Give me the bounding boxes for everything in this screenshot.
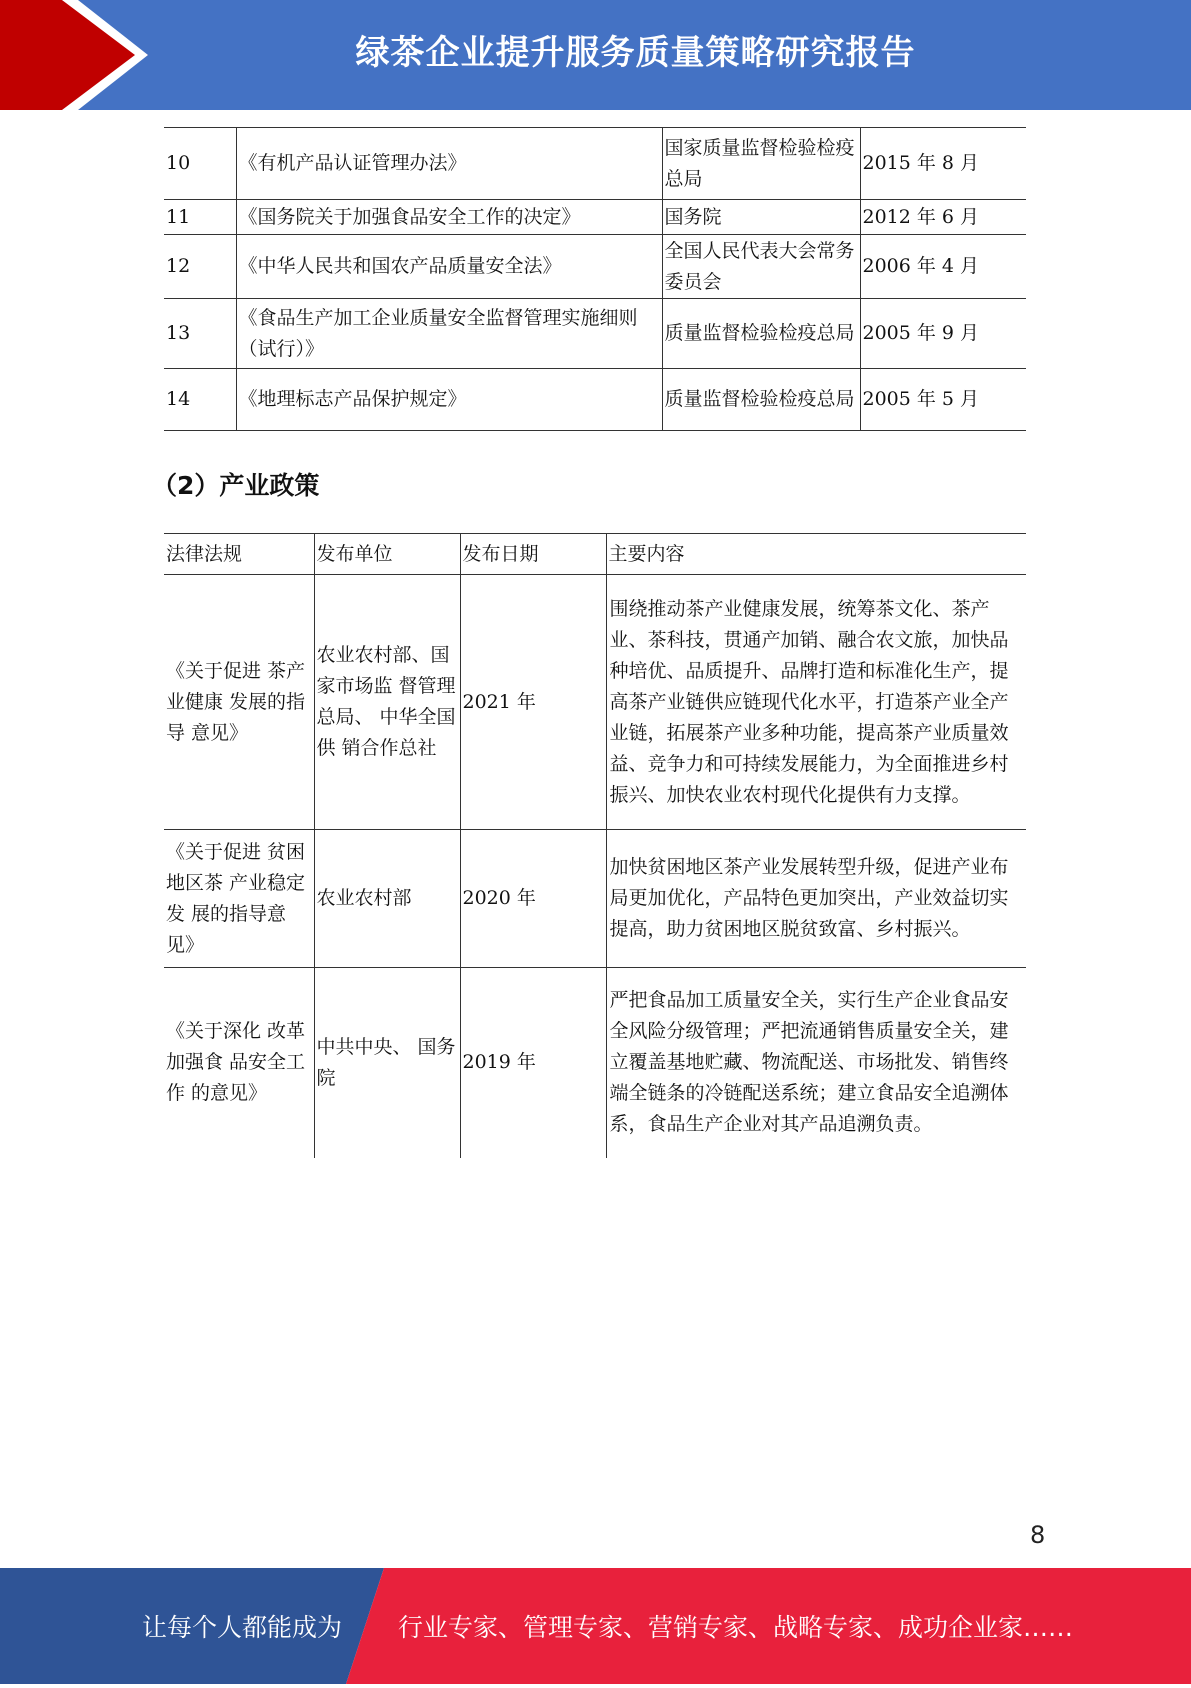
page-number: 8: [1030, 1521, 1046, 1549]
regulation-name: 《地理标志产品保护规定》: [236, 369, 662, 431]
table-row: [164, 369, 1026, 431]
table-header-row: [164, 534, 1026, 575]
section-heading: （2）产业政策: [152, 471, 320, 500]
regulations-table: [164, 127, 1026, 431]
regulation-date: 2006 年 4 月: [860, 235, 1026, 299]
regulation-name: 《中华人民共和国农产品质量安全法》: [236, 235, 662, 299]
column-header-date: 发布日期: [460, 534, 606, 575]
page-header: [0, 0, 1191, 110]
table-row: [164, 299, 1026, 369]
regulation-name: 《国务院关于加强食品安全工作的决定》: [236, 200, 662, 235]
policy-date: 2021 年: [460, 575, 606, 830]
table-row: [164, 830, 1026, 968]
regulation-name: 《有机产品认证管理办法》: [236, 128, 662, 200]
policy-name: 《关于促进 茶产业健康 发展的指导 意见》: [164, 575, 314, 830]
row-number: 10: [164, 128, 236, 200]
table-row: [164, 235, 1026, 299]
report-title: 绿茶企业提升服务质量策略研究报告: [355, 33, 916, 73]
policy-issuer: 中共中央、 国务院: [314, 968, 460, 1158]
row-number: 14: [164, 369, 236, 431]
regulation-issuer: 国家质量监督检验检疫总局: [662, 128, 860, 200]
table-row: [164, 575, 1026, 830]
policy-name: 《关于深化 改革加强食 品安全工作 的意见》: [166, 1020, 306, 1105]
regulation-issuer: 全国人民代表大会常务委员会: [662, 235, 860, 299]
policy-issuer: 农业农村部、国家市场监 督管理总局、 中华全国供 销合作总社: [314, 575, 460, 830]
regulation-date: 2005 年 9 月: [860, 299, 1026, 369]
column-header-content: 主要内容: [606, 534, 1026, 575]
regulation-issuer: 质量监督检验检疫总局: [662, 299, 860, 369]
policy-date: 2019 年: [460, 968, 606, 1158]
policy-content: 围绕推动茶产业健康发展，统筹茶文化、茶产业、茶科技，贯通产加销、融合农文旅，加快品种培优、品质提升、品牌打造和标准化生产，提高茶产业链供应链现代化水平，打造茶产业全产业链，拓展茶产业多种功能，提高茶产业质量效益、竞争力和可持续发展能力，为全面推进乡村振兴、加快农业农村现代化提供有力支撑。: [606, 575, 1026, 830]
regulation-date: 2005 年 5 月: [860, 369, 1026, 431]
policy-name: 《关于促进 贫困地区茶 产业稳定发 展的指导意 见》: [164, 830, 314, 968]
table-row: [164, 968, 1026, 1158]
footer-slogan-right: 行业专家、管理专家、营销专家、战略专家、成功企业家……: [398, 1613, 1074, 1642]
regulation-issuer: 国务院: [662, 200, 860, 235]
policy-issuer: 农业农村部: [314, 830, 460, 968]
regulation-name: 《食品生产加工企业质量安全监督管理实施细则（试行）》: [236, 299, 662, 369]
regulation-issuer: 质量监督检验检疫总局: [662, 369, 860, 431]
regulation-date: 2012 年 6 月: [860, 200, 1026, 235]
regulation-date: 2015 年 8 月: [860, 128, 1026, 200]
page-footer: [0, 1568, 1191, 1684]
column-header-law: 法律法规: [164, 534, 314, 575]
row-number: 12: [164, 235, 236, 299]
table-row: [164, 200, 1026, 235]
row-number: 11: [164, 200, 236, 235]
table-row: [164, 128, 1026, 200]
row-number: 13: [164, 299, 236, 369]
industry-policy-table: [164, 533, 1026, 1158]
policy-content: 加快贫困地区茶产业发展转型升级，促进产业布局更加优化，产品特色更加突出，产业效益切实提高，助力贫困地区脱贫致富、乡村振兴。: [606, 830, 1026, 968]
policy-date: 2020 年: [460, 830, 606, 968]
footer-slogan-left: 让每个人都能成为: [142, 1613, 343, 1642]
column-header-issuer: 发布单位: [314, 534, 460, 575]
policy-content: 严把食品加工质量安全关，实行生产企业食品安全风险分级管理；严把流通销售质量安全关，建立覆盖基地贮藏、物流配送、市场批发、销售终端全链条的冷链配送系统；建立食品安全追溯体系，食品生产企业对其产品追溯负责。: [606, 968, 1026, 1158]
